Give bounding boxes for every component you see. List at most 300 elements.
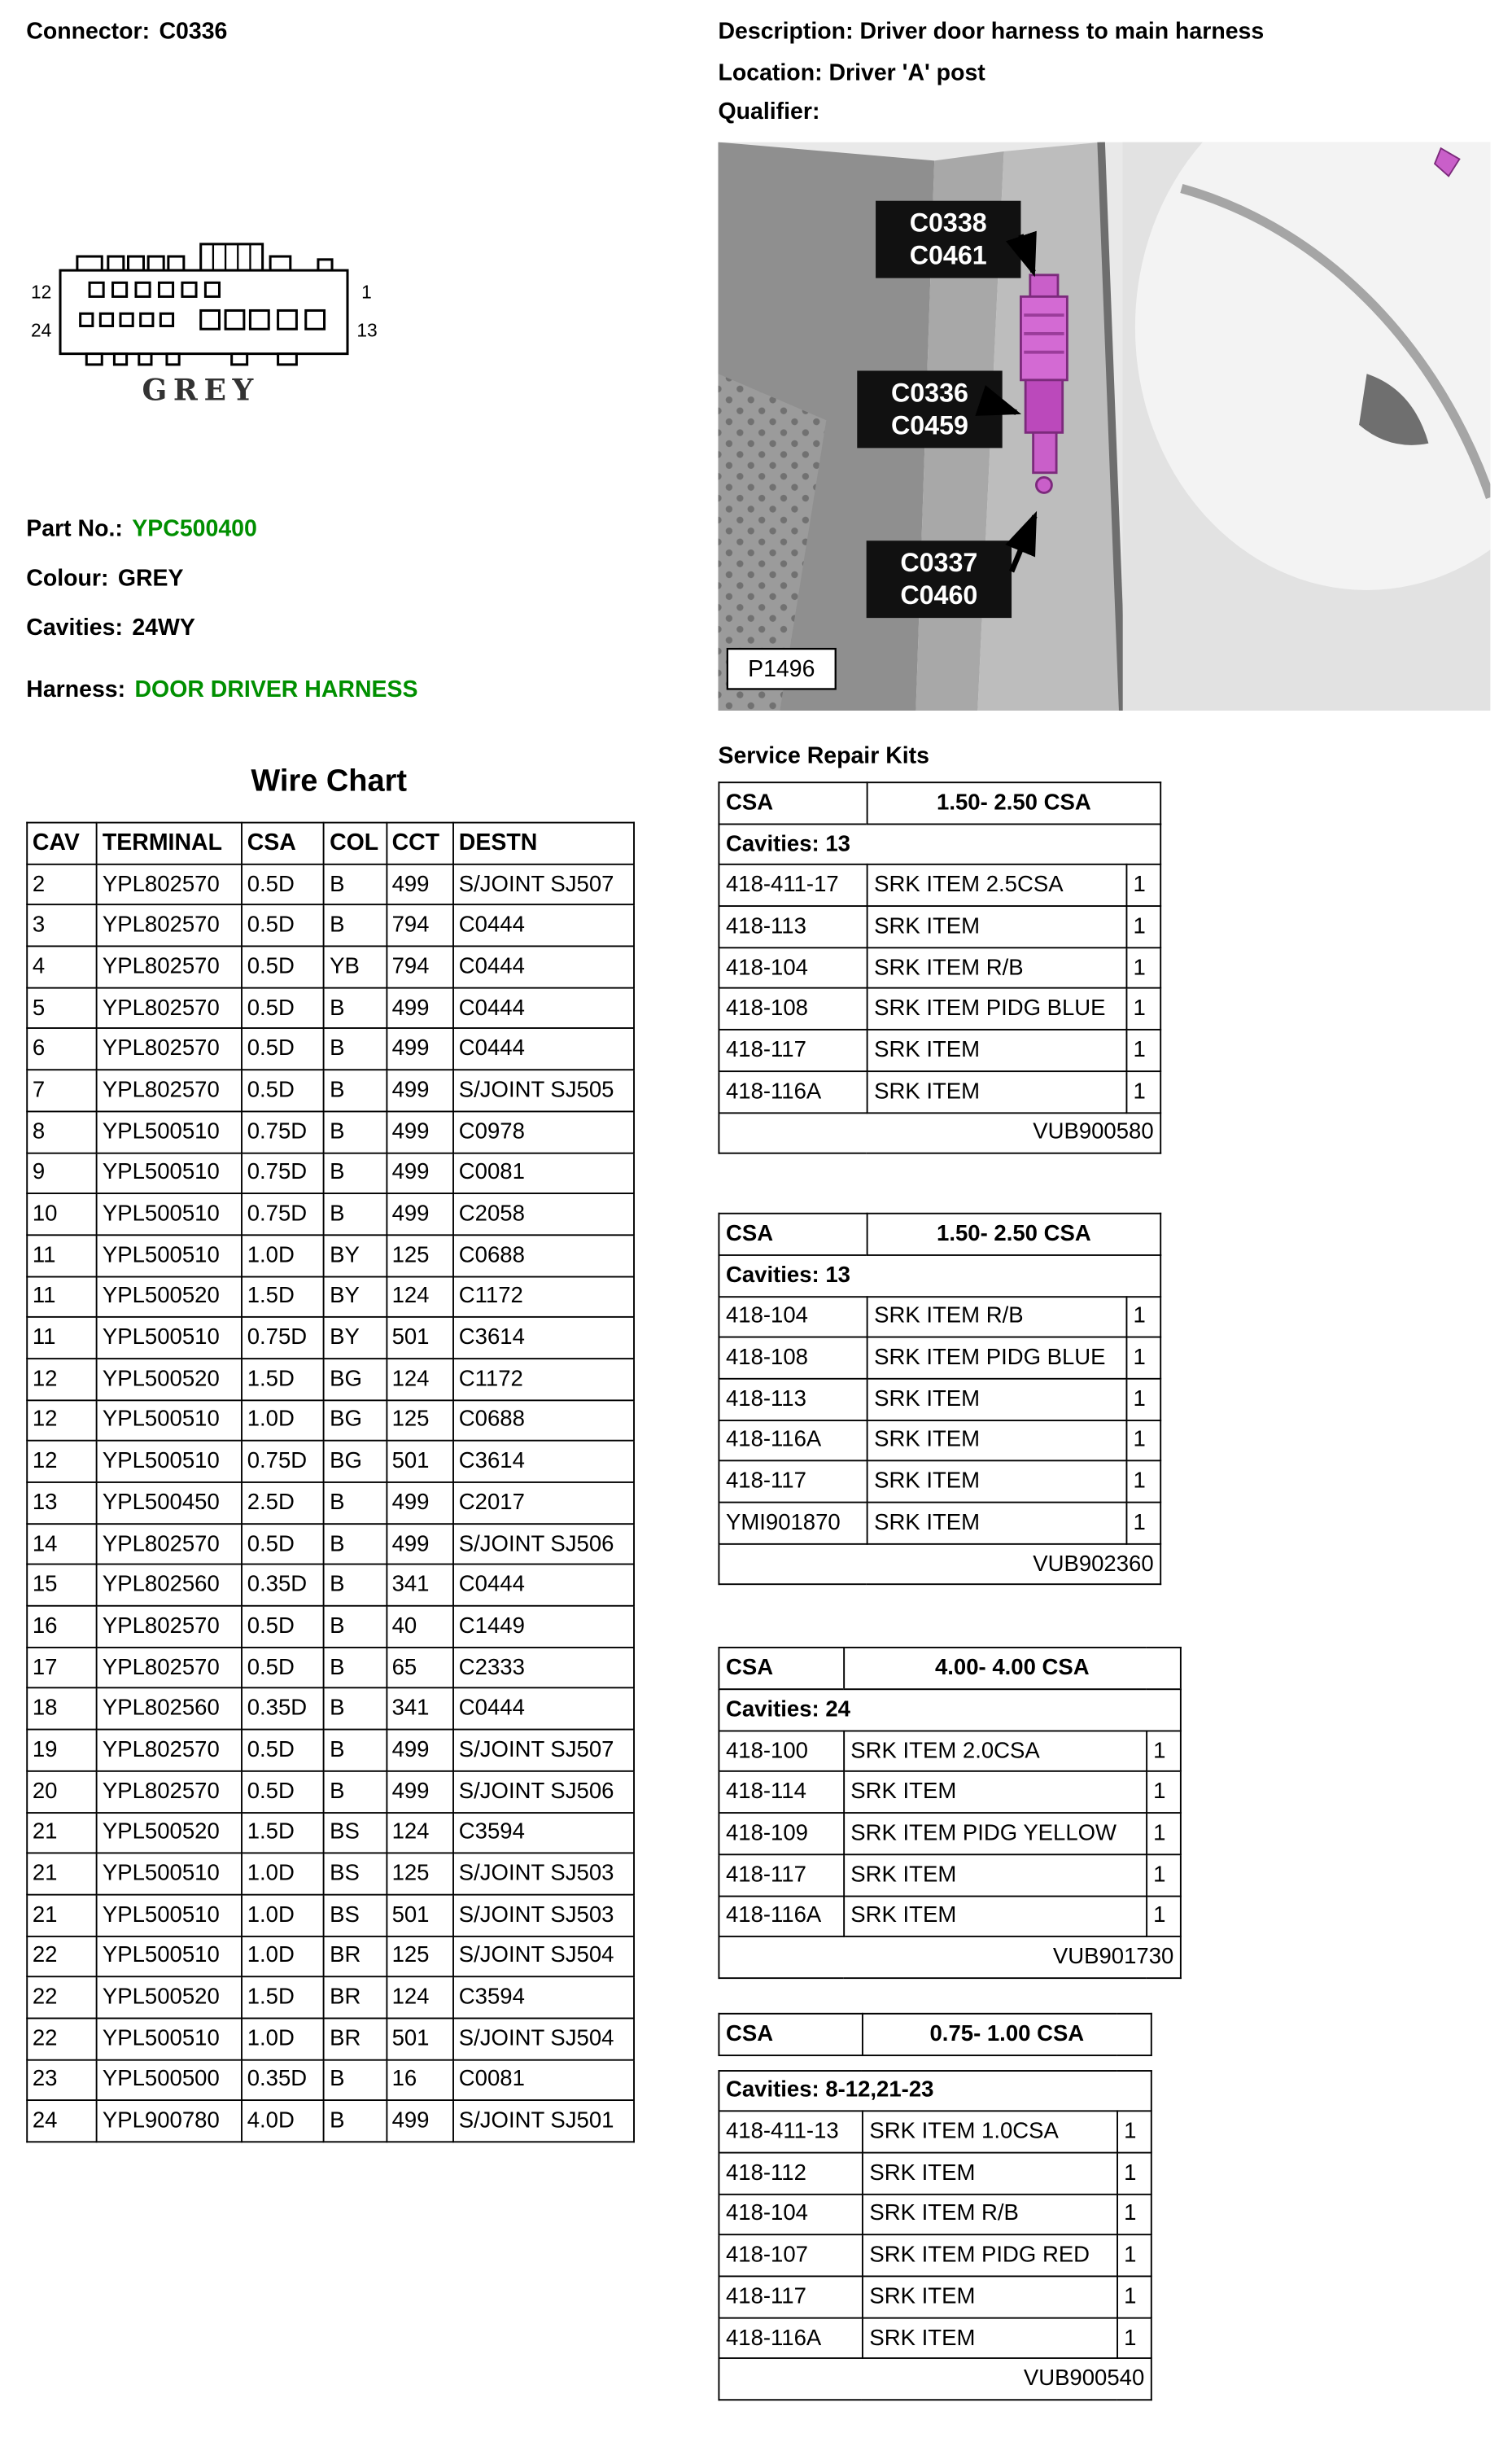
srk-qty-cell: 1 <box>1126 1337 1160 1379</box>
wire-cell: S/JOINT SJ505 <box>453 1070 634 1111</box>
wire-cell: S/JOINT SJ507 <box>453 1730 634 1771</box>
srk-qty-cell: 1 <box>1117 2317 1151 2359</box>
table-row <box>27 1276 634 1318</box>
srk-desc-cell: SRK ITEM <box>844 1854 1147 1896</box>
connector-colour-caption: GREY <box>142 372 260 408</box>
srk-code-cell: 418-107 <box>719 2235 862 2277</box>
wire-cell: 1.5D <box>242 1359 324 1400</box>
wire-cell: S/JOINT SJ506 <box>453 1524 634 1565</box>
srk-code-cell: 418-108 <box>719 988 867 1030</box>
srk-header-row <box>719 2014 1151 2055</box>
srk-cavities-cell: Cavities: 8-12,21-23 <box>719 2070 1151 2112</box>
wire-cell: 499 <box>387 987 453 1029</box>
srk-code-cell: 418-112 <box>719 2152 862 2194</box>
srk-csa-range: 0.75- 1.00 CSA <box>863 2014 1151 2055</box>
wire-cell: YPL500510 <box>97 1894 242 1936</box>
wire-cell: 0.35D <box>242 1688 324 1730</box>
wire-cell: 499 <box>387 1153 453 1194</box>
wire-cell: 9 <box>27 1153 97 1194</box>
table-row <box>27 1482 634 1524</box>
srk-cavities-cell: Cavities: 13 <box>719 824 1160 865</box>
srk-code-cell: 418-117 <box>719 1854 843 1896</box>
wire-cell: 0.5D <box>242 1070 324 1111</box>
table-row <box>27 1029 634 1070</box>
srk-table-part <box>718 2069 1151 2400</box>
wire-cell: C0444 <box>453 1565 634 1606</box>
table-row <box>719 1030 1160 1071</box>
wire-cell: 0.75D <box>242 1111 324 1153</box>
wire-cell: C3614 <box>453 1317 634 1359</box>
wire-cell: 499 <box>387 1029 453 1070</box>
wire-cell: BS <box>324 1853 386 1895</box>
srk-qty-cell: 1 <box>1126 865 1160 907</box>
table-row <box>27 1812 634 1853</box>
srk-qty-cell: 1 <box>1117 2112 1151 2153</box>
srk-code-cell: 418-117 <box>719 2276 862 2317</box>
wire-cell: 13 <box>27 1482 97 1524</box>
srk-desc-cell: SRK ITEM <box>867 1461 1126 1503</box>
wire-cell: 125 <box>387 1936 453 1977</box>
srk-table-part <box>718 1213 1161 1256</box>
table-row <box>27 1441 634 1482</box>
wire-col-header-cct: CCT <box>387 823 453 864</box>
wire-col-header-csa: CSA <box>242 823 324 864</box>
table-row <box>27 1153 634 1194</box>
wire-cell: YPL500510 <box>97 1153 242 1194</box>
wire-cell: 1.0D <box>242 1894 324 1936</box>
srk-qty-cell: 1 <box>1126 906 1160 947</box>
wire-cell: 0.5D <box>242 1648 324 1689</box>
wire-cell: C0081 <box>453 2059 634 2101</box>
table-row <box>27 864 634 905</box>
wire-col-header-cav: CAV <box>27 823 97 864</box>
callout-line: C0338 <box>909 208 987 238</box>
srk-desc-cell: SRK ITEM <box>844 1772 1147 1814</box>
wire-cell: 16 <box>27 1606 97 1648</box>
table-row <box>27 905 634 947</box>
table-row <box>719 2152 1151 2194</box>
srk-kit-number: VUB901730 <box>719 1937 1180 1978</box>
wire-cell: YPL802560 <box>97 1565 242 1606</box>
srk-cavities-row <box>719 1689 1180 1731</box>
srk-header-row <box>719 1214 1160 1255</box>
srk-desc-cell: SRK ITEM <box>867 906 1126 947</box>
srk-title: Service Repair Kits <box>718 742 930 770</box>
pin-number-bottom-left: 24 <box>30 319 52 341</box>
wire-cell: C1449 <box>453 1606 634 1648</box>
wire-cell: YPL500510 <box>97 1936 242 1977</box>
wire-cell: YPL500520 <box>97 1359 242 1400</box>
table-row <box>27 947 634 988</box>
srk-desc-cell: SRK ITEM 2.0CSA <box>844 1731 1147 1772</box>
table-row <box>719 2317 1151 2359</box>
srk-desc-cell: SRK ITEM PIDG BLUE <box>867 988 1126 1030</box>
srk-header-row <box>719 1648 1180 1690</box>
srk-cavities-row <box>719 1255 1160 1297</box>
wire-cell: 19 <box>27 1730 97 1771</box>
srk-code-cell: 418-116A <box>719 1896 843 1937</box>
srk-kit-number: VUB902360 <box>719 1543 1160 1585</box>
part-no-value: YPC500400 <box>132 515 257 543</box>
srk-kit-table <box>718 781 1196 1154</box>
wire-cell: 65 <box>387 1648 453 1689</box>
srk-csa-range: 1.50- 2.50 CSA <box>867 782 1161 824</box>
wire-cell: BG <box>324 1441 386 1482</box>
table-row <box>27 2059 634 2101</box>
table-row <box>719 2235 1151 2277</box>
wire-cell: YPL802570 <box>97 947 242 988</box>
callout-line: C0460 <box>900 580 978 610</box>
table-row <box>719 865 1160 907</box>
srk-qty-cell: 1 <box>1147 1731 1181 1772</box>
table-row <box>719 1896 1180 1937</box>
srk-table-part <box>718 781 1161 825</box>
table-row <box>27 1894 634 1936</box>
wire-cell: 0.35D <box>242 2059 324 2101</box>
wire-cell: 2.5D <box>242 1482 324 1524</box>
wire-cell: 17 <box>27 1648 97 1689</box>
wire-cell: 23 <box>27 2059 97 2101</box>
wire-cell: 0.5D <box>242 864 324 905</box>
table-row <box>719 947 1160 989</box>
service-repair-kits <box>718 743 1196 2400</box>
wire-cell: 499 <box>387 1770 453 1812</box>
wire-cell: 0.5D <box>242 1770 324 1812</box>
wire-cell: 499 <box>387 1524 453 1565</box>
srk-qty-cell: 1 <box>1117 2194 1151 2235</box>
callout-c0336-c0459 <box>857 370 1016 448</box>
wire-cell: C1172 <box>453 1276 634 1318</box>
wire-cell: 22 <box>27 2018 97 2059</box>
wire-cell: 125 <box>387 1235 453 1276</box>
part-no-line <box>26 516 257 542</box>
srk-kit-row <box>719 1937 1180 1978</box>
wire-cell: S/JOINT SJ501 <box>453 2101 634 2142</box>
wire-cell: C2333 <box>453 1648 634 1689</box>
srk-code-cell: 418-100 <box>719 1731 843 1772</box>
wire-col-header-terminal: TERMINAL <box>97 823 242 864</box>
wire-cell: 12 <box>27 1441 97 1482</box>
srk-qty-cell: 1 <box>1126 1030 1160 1071</box>
srk-qty-cell: 1 <box>1126 1461 1160 1503</box>
wire-cell: S/JOINT SJ506 <box>453 1770 634 1812</box>
wire-cell: C3614 <box>453 1441 634 1482</box>
wire-cell: 0.75D <box>242 1317 324 1359</box>
srk-code-cell: 418-109 <box>719 1813 843 1854</box>
wire-cell: 22 <box>27 1936 97 1977</box>
wire-cell: YPL802570 <box>97 905 242 947</box>
wire-cell: 125 <box>387 1853 453 1895</box>
wire-cell: 10 <box>27 1193 97 1235</box>
wire-cell: 124 <box>387 1359 453 1400</box>
table-row <box>719 2276 1151 2317</box>
table-row <box>27 1317 634 1359</box>
table-row <box>27 1606 634 1648</box>
wire-cell: 22 <box>27 1977 97 2019</box>
srk-header-row <box>719 782 1160 824</box>
wire-cell: C2058 <box>453 1193 634 1235</box>
srk-kit-table <box>718 2013 1196 2401</box>
wire-cell: 0.35D <box>242 1565 324 1606</box>
wire-cell: 0.5D <box>242 947 324 988</box>
wire-cell: BY <box>324 1276 386 1318</box>
table-row <box>27 1235 634 1276</box>
wire-cell: 11 <box>27 1276 97 1318</box>
table-row <box>719 1420 1160 1461</box>
wire-cell: B <box>324 1770 386 1812</box>
wire-cell: 499 <box>387 1482 453 1524</box>
wire-cell: 499 <box>387 1070 453 1111</box>
wire-cell: YPL500510 <box>97 1441 242 1482</box>
table-row <box>27 2018 634 2059</box>
connector-label: Connector: <box>26 18 151 46</box>
srk-desc-cell: SRK ITEM <box>867 1071 1126 1113</box>
wire-cell: YPL900780 <box>97 2101 242 2142</box>
srk-qty-cell: 1 <box>1147 1772 1181 1814</box>
srk-code-cell: 418-113 <box>719 906 867 947</box>
pin-number-bottom-right: 13 <box>356 319 378 341</box>
wire-cell: S/JOINT SJ503 <box>453 1853 634 1895</box>
srk-qty-cell: 1 <box>1147 1854 1181 1896</box>
wire-cell: BR <box>324 1936 386 1977</box>
wire-cell: 501 <box>387 1317 453 1359</box>
wire-cell: 4 <box>27 947 97 988</box>
location-line: Location: Driver 'A' post <box>718 60 985 87</box>
wire-cell: 0.5D <box>242 1730 324 1771</box>
srk-kit-table <box>718 1648 1196 1979</box>
callout-c0338-c0461 <box>876 201 1033 278</box>
wire-cell: YPL500510 <box>97 2018 242 2059</box>
cavities-label: Cavities: <box>26 615 123 641</box>
wire-cell: S/JOINT SJ503 <box>453 1894 634 1936</box>
srk-code-cell: 418-411-17 <box>719 865 867 907</box>
table-row <box>27 1524 634 1565</box>
wire-cell: 124 <box>387 1812 453 1853</box>
srk-desc-cell: SRK ITEM R/B <box>863 2194 1117 2235</box>
wire-cell: C0444 <box>453 987 634 1029</box>
table-row <box>27 1400 634 1442</box>
srk-code-cell: 418-104 <box>719 947 867 989</box>
wire-cell: 0.5D <box>242 1029 324 1070</box>
table-row <box>719 988 1160 1030</box>
table-row <box>27 1648 634 1689</box>
wire-cell: 21 <box>27 1894 97 1936</box>
wire-cell: 1.0D <box>242 2018 324 2059</box>
wire-cell: BG <box>324 1400 386 1442</box>
wire-cell: S/JOINT SJ507 <box>453 864 634 905</box>
table-row <box>27 1936 634 1977</box>
wire-cell: YPL500510 <box>97 1400 242 1442</box>
table-row <box>719 2112 1151 2153</box>
srk-table-part <box>718 1648 1181 1691</box>
callout-line: C0459 <box>890 410 968 440</box>
table-row <box>719 1337 1160 1379</box>
figure-number: P1496 <box>748 656 815 683</box>
wire-cell: 1.0D <box>242 1936 324 1977</box>
wire-cell: YPL802560 <box>97 1688 242 1730</box>
wire-cell: 341 <box>387 1688 453 1730</box>
wire-cell: YPL802570 <box>97 1524 242 1565</box>
wire-cell: BR <box>324 2018 386 2059</box>
wire-cell: 11 <box>27 1317 97 1359</box>
srk-qty-cell: 1 <box>1126 1379 1160 1420</box>
cavities-line <box>26 615 195 641</box>
srk-tables <box>718 781 1196 2400</box>
wire-cell: YPL500520 <box>97 1276 242 1318</box>
table-row <box>27 1565 634 1606</box>
wire-cell: 0.5D <box>242 1606 324 1648</box>
wire-cell: 499 <box>387 1111 453 1153</box>
wire-cell: 501 <box>387 1441 453 1482</box>
wire-cell: 499 <box>387 2101 453 2142</box>
table-row <box>27 1853 634 1895</box>
srk-code-cell: 418-104 <box>719 2194 862 2235</box>
wire-cell: 0.75D <box>242 1153 324 1194</box>
wire-cell: YPL500510 <box>97 1235 242 1276</box>
wire-cell: YB <box>324 947 386 988</box>
wire-cell: YPL500520 <box>97 1812 242 1853</box>
srk-cavities-cell: Cavities: 24 <box>719 1689 1180 1731</box>
table-row <box>719 1379 1160 1420</box>
table-row <box>27 1070 634 1111</box>
table-row <box>27 1359 634 1400</box>
wire-cell: 794 <box>387 947 453 988</box>
srk-table-part <box>718 1254 1161 1586</box>
wire-cell: 1.0D <box>242 1235 324 1276</box>
srk-qty-cell: 1 <box>1126 1503 1160 1544</box>
wire-cell: 0.75D <box>242 1193 324 1235</box>
figure-number-badge <box>728 649 836 689</box>
srk-code-cell: 418-114 <box>719 1772 843 1814</box>
wire-cell: S/JOINT SJ504 <box>453 1936 634 1977</box>
harness-value: DOOR DRIVER HARNESS <box>134 676 418 703</box>
srk-code-cell: 418-411-13 <box>719 2112 862 2153</box>
srk-code-cell: 418-108 <box>719 1337 867 1379</box>
wire-cell: B <box>324 1029 386 1070</box>
wire-cell: YPL802570 <box>97 1648 242 1689</box>
wire-cell: 341 <box>387 1565 453 1606</box>
wire-cell: 499 <box>387 1730 453 1771</box>
table-row <box>719 1854 1180 1896</box>
wire-cell: BS <box>324 1894 386 1936</box>
wire-cell: YPL802570 <box>97 1029 242 1070</box>
wire-cell: 1.0D <box>242 1400 324 1442</box>
colour-line <box>26 566 183 592</box>
location-photo <box>718 142 1490 711</box>
srk-desc-cell: SRK ITEM <box>844 1896 1147 1937</box>
wire-chart-body <box>27 864 634 2142</box>
srk-desc-cell: SRK ITEM 2.5CSA <box>867 865 1126 907</box>
srk-qty-cell: 1 <box>1126 947 1160 989</box>
wire-cell: BS <box>324 1812 386 1853</box>
wire-cell: C0978 <box>453 1111 634 1153</box>
wire-cell: 11 <box>27 1235 97 1276</box>
cavities-value: 24WY <box>132 615 195 641</box>
srk-desc-cell: SRK ITEM <box>867 1030 1126 1071</box>
srk-desc-cell: SRK ITEM <box>863 2276 1117 2317</box>
srk-kit-row <box>719 1112 1160 1153</box>
srk-cavities-row <box>719 824 1160 865</box>
wire-cell: B <box>324 1111 386 1153</box>
wire-cell: YPL802570 <box>97 1770 242 1812</box>
wire-cell: C3594 <box>453 1812 634 1853</box>
srk-qty-cell: 1 <box>1126 1420 1160 1461</box>
srk-csa-label: CSA <box>719 1214 867 1255</box>
table-row <box>719 906 1160 947</box>
srk-code-cell: 418-113 <box>719 1379 867 1420</box>
table-row <box>719 1503 1160 1544</box>
wire-chart <box>26 822 635 2143</box>
srk-qty-cell: 1 <box>1117 2152 1151 2194</box>
srk-desc-cell: SRK ITEM PIDG RED <box>863 2235 1117 2277</box>
wire-cell: 124 <box>387 1977 453 2019</box>
srk-kit-table <box>718 1213 1196 1586</box>
connector-title <box>26 19 227 45</box>
srk-desc-cell: SRK ITEM 1.0CSA <box>863 2112 1117 2153</box>
srk-cavities-cell: Cavities: 13 <box>719 1255 1160 1297</box>
wire-cell: C3594 <box>453 1977 634 2019</box>
callout-line: C0461 <box>909 240 987 270</box>
wire-cell: YPL500510 <box>97 1193 242 1235</box>
harness-label: Harness: <box>26 676 126 703</box>
description-line: Description: Driver door harness to main harness <box>718 18 1265 46</box>
wire-cell: C1172 <box>453 1359 634 1400</box>
wire-cell: 20 <box>27 1770 97 1812</box>
wire-cell: 14 <box>27 1524 97 1565</box>
wire-chart-title: Wire Chart <box>251 764 408 799</box>
table-row <box>719 2194 1151 2235</box>
wire-cell: B <box>324 1730 386 1771</box>
wire-cell: B <box>324 987 386 1029</box>
srk-kit-number: VUB900580 <box>719 1112 1160 1153</box>
wire-cell: B <box>324 1193 386 1235</box>
srk-qty-cell: 1 <box>1147 1813 1181 1854</box>
wire-cell: C2017 <box>453 1482 634 1524</box>
wire-cell: 1.0D <box>242 1853 324 1895</box>
table-row <box>27 1111 634 1153</box>
srk-table-part <box>718 1688 1181 1978</box>
wire-cell: B <box>324 2101 386 2142</box>
wire-cell: BY <box>324 1317 386 1359</box>
srk-kit-number: VUB900540 <box>719 2359 1151 2400</box>
wire-cell: YPL802570 <box>97 864 242 905</box>
srk-code-cell: YMI901870 <box>719 1503 867 1544</box>
wire-cell: YPL802570 <box>97 1606 242 1648</box>
wire-cell: 0.5D <box>242 905 324 947</box>
wire-cell: S/JOINT SJ504 <box>453 2018 634 2059</box>
pin-number-top-right: 1 <box>361 281 372 303</box>
wire-cell: YPL500450 <box>97 1482 242 1524</box>
srk-desc-cell: SRK ITEM R/B <box>867 1296 1126 1337</box>
colour-value: GREY <box>117 565 184 592</box>
wire-cell: B <box>324 864 386 905</box>
srk-qty-cell: 1 <box>1126 1071 1160 1113</box>
wire-cell: 0.75D <box>242 1441 324 1482</box>
wire-cell: 794 <box>387 905 453 947</box>
srk-csa-range: 4.00- 4.00 CSA <box>844 1648 1181 1690</box>
wire-cell: 12 <box>27 1400 97 1442</box>
wire-col-header-destn: DESTN <box>453 823 634 864</box>
wire-cell: 8 <box>27 1111 97 1153</box>
srk-desc-cell: SRK ITEM <box>867 1503 1126 1544</box>
wire-cell: 0.5D <box>242 987 324 1029</box>
wire-cell: 16 <box>387 2059 453 2101</box>
wire-cell: 0.5D <box>242 1524 324 1565</box>
wire-cell: 18 <box>27 1688 97 1730</box>
wire-cell: C0444 <box>453 1688 634 1730</box>
srk-code-cell: 418-117 <box>719 1461 867 1503</box>
wire-cell: 7 <box>27 1070 97 1111</box>
